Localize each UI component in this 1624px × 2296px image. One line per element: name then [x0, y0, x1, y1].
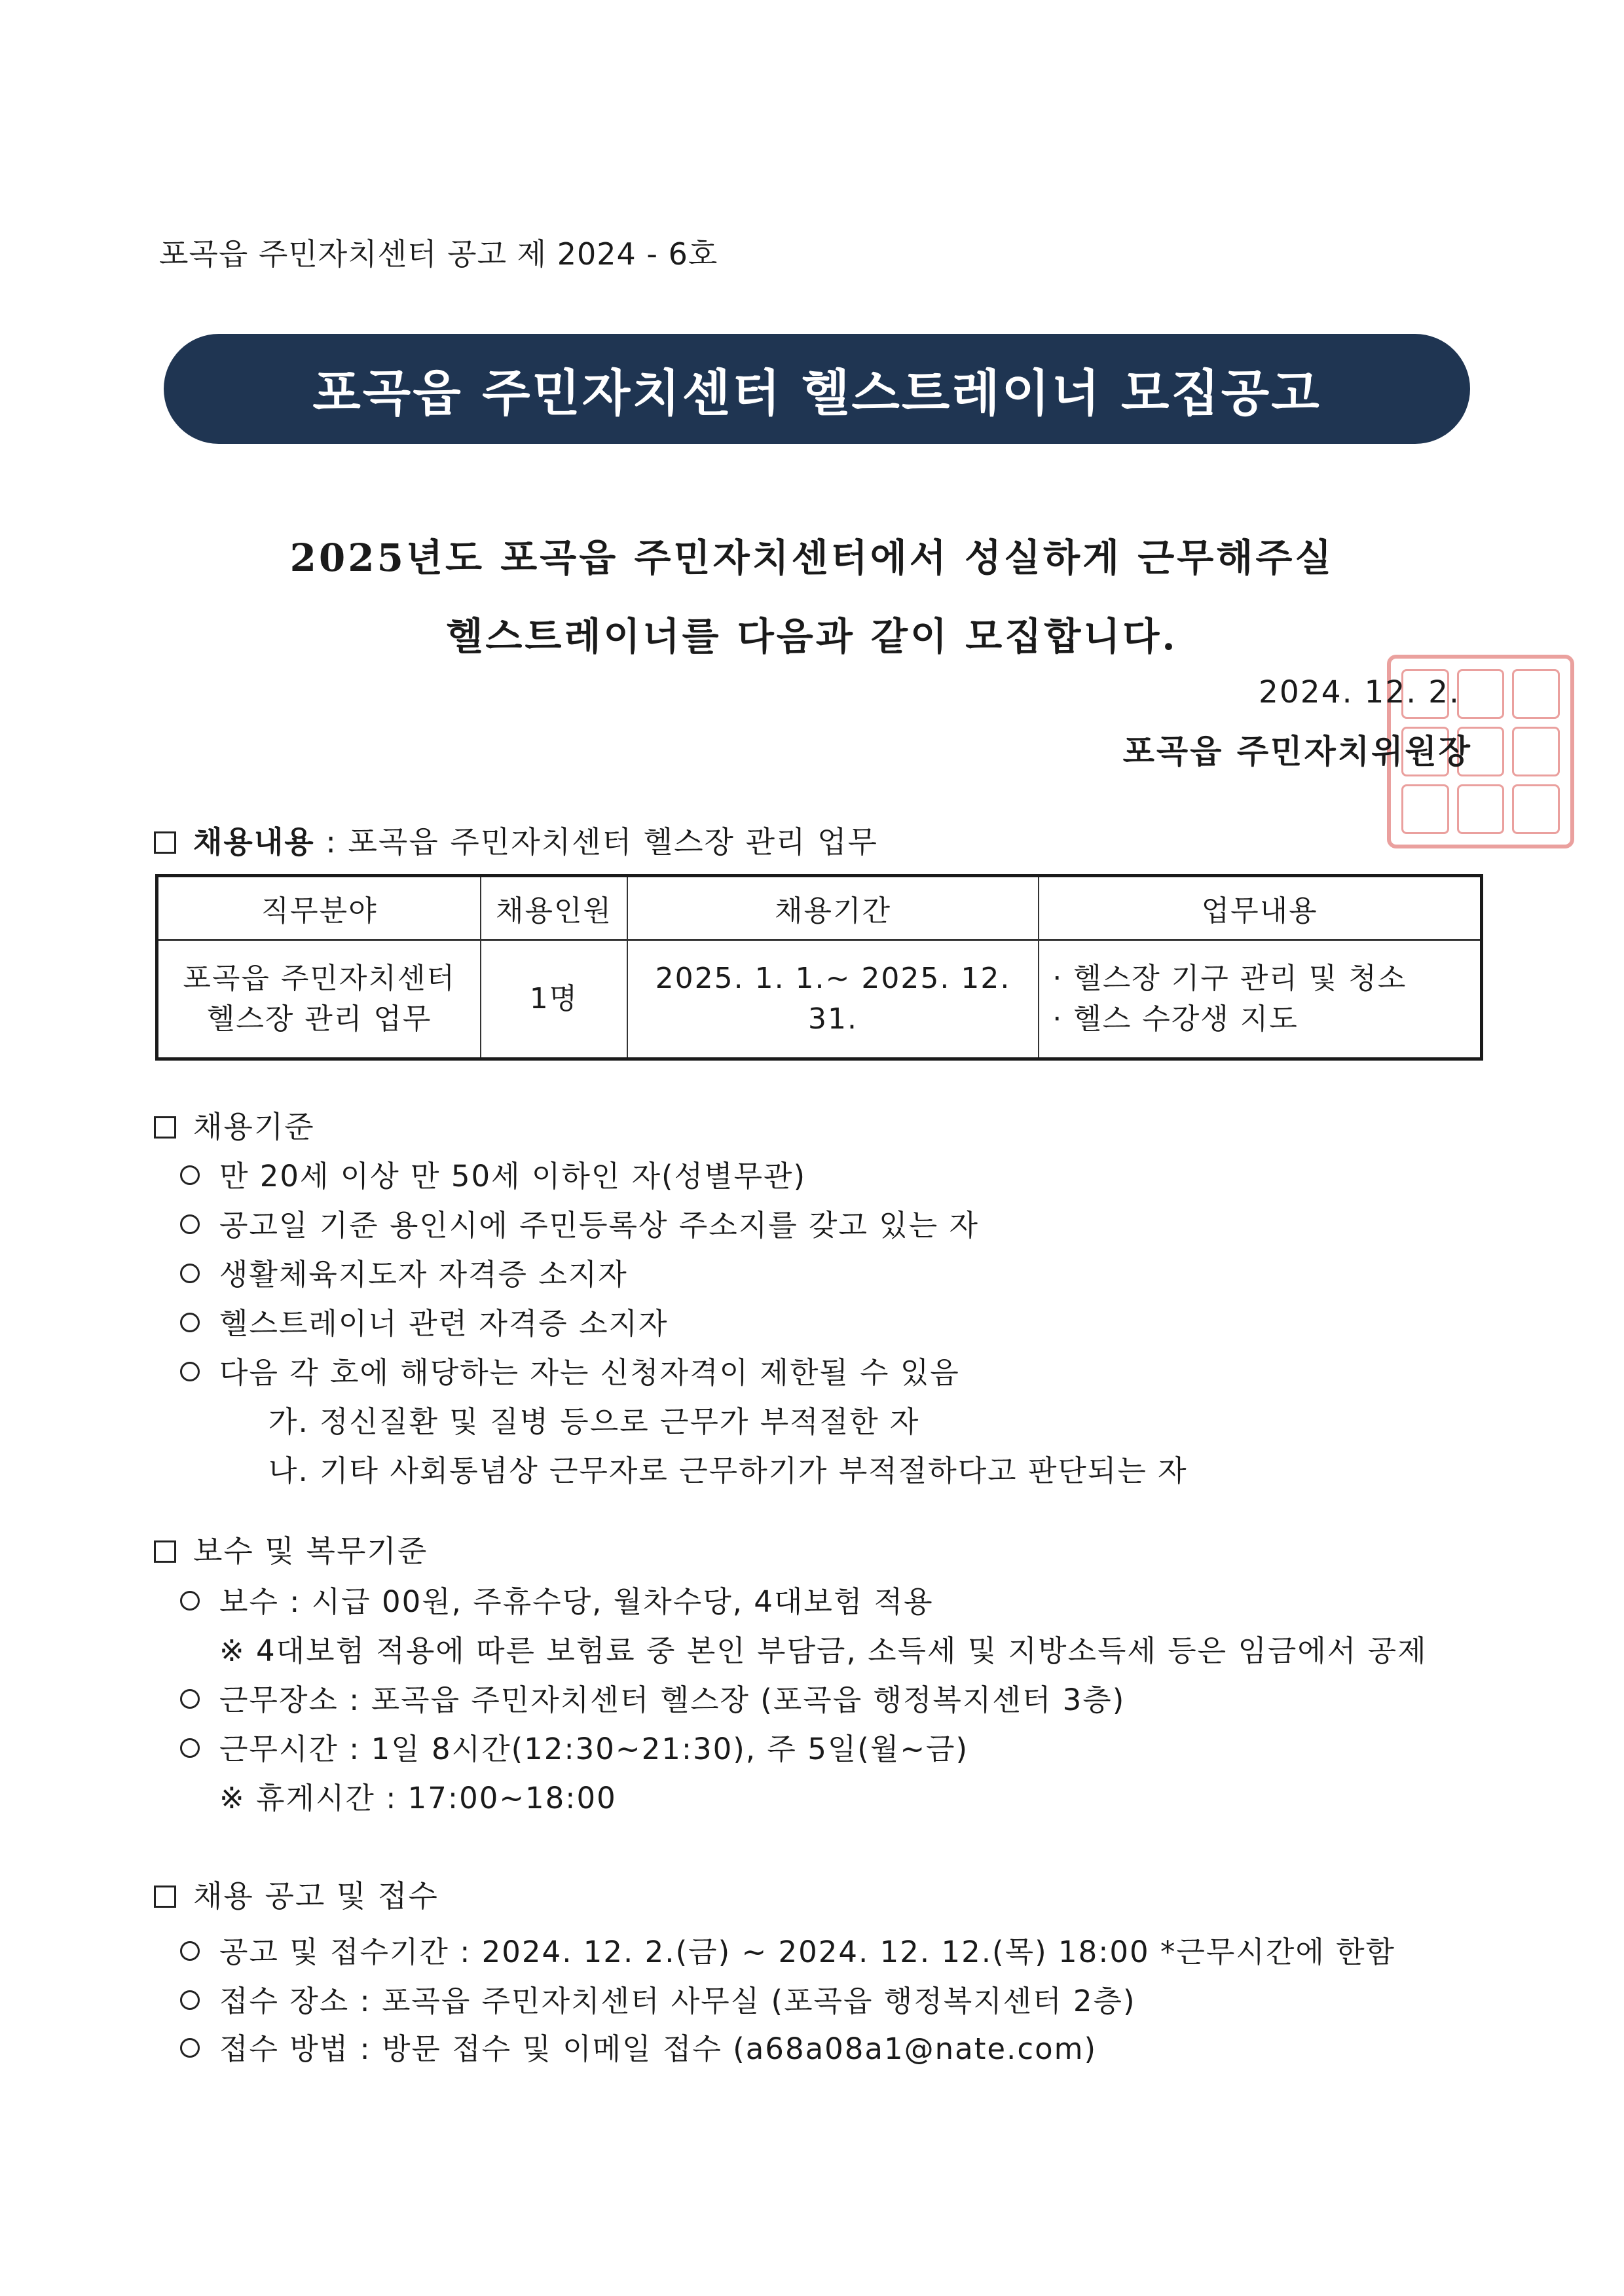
checkbox-square-icon: [154, 1886, 176, 1908]
notice-date: 2024. 12. 2.: [1258, 674, 1460, 710]
list-item: 헬스트레이너 관련 자격증 소지자: [180, 1300, 669, 1342]
header-duty: 업무내용: [1039, 876, 1481, 940]
intro-line-1: 2025년도 포곡읍 주민자치센터에서 성실하게 근무해주실: [289, 536, 1335, 580]
cell-count: 1명: [481, 940, 627, 1059]
cell-field: [157, 940, 481, 1059]
page-title: 포곡읍 주민자치센터 헬스트레이너 모집공고: [312, 363, 1321, 422]
circle-bullet-icon: [180, 1738, 200, 1758]
circle-bullet-icon: [180, 1689, 200, 1709]
duty-line-1: · 헬스장 기구 관리 및 청소: [1052, 962, 1407, 995]
section-pay-heading: [154, 1527, 428, 1571]
list-item: 접수 방법 : 방문 접수 및 이메일 접수 (a68a08a1@nate.com): [180, 2025, 1097, 2068]
list-item: 접수 장소 : 포곡읍 주민자치센터 사무실 (포곡읍 행정복지센터 2층): [180, 1977, 1136, 2020]
header-field: 직무분야: [157, 876, 481, 940]
intro-line-2: 헬스트레이너를 다음과 같이 모집합니다.: [446, 614, 1178, 659]
title-banner: [164, 334, 1470, 444]
section-recruit-label: 채용내용: [193, 824, 315, 860]
note-insurance: ※ 4대보험 적용에 따른 보험료 중 본인 부담금, 소득세 및 지방소득세 등은 임금에서 공제: [219, 1633, 1428, 1668]
sub-item-ga: 가. 정신질환 및 질병 등으로 근무가 부적절한 자: [268, 1404, 920, 1439]
note-break-time: ※ 휴게시간 : 17:00~18:00: [219, 1781, 617, 1815]
section-criteria-heading: [154, 1103, 315, 1146]
list-item: 보수 : 시급 00원, 주휴수당, 월차수당, 4대보험 적용: [180, 1578, 934, 1620]
circle-bullet-icon: [180, 1264, 200, 1283]
signatory: 포곡읍 주민자치위원장: [1122, 733, 1472, 771]
circle-bullet-icon: [180, 1591, 200, 1611]
notice-number: 포곡읍 주민자치센터 공고 제 2024 - 6호: [159, 236, 718, 272]
job-table: [155, 874, 1483, 1061]
section-criteria-label: 채용기준: [193, 1109, 315, 1144]
list-item: 만 20세 이상 만 50세 이하인 자(성별무관): [180, 1152, 806, 1195]
checkbox-square-icon: [154, 831, 176, 854]
section-apply-label: 채용 공고 및 접수: [193, 1878, 439, 1914]
list-item: 근무시간 : 1일 8시간(12:30~21:30), 주 5일(월~금): [180, 1725, 969, 1768]
circle-bullet-icon: [180, 1362, 200, 1381]
checkbox-square-icon: [154, 1540, 176, 1563]
section-pay-label: 보수 및 복무기준: [193, 1533, 428, 1569]
list-item: 다음 각 호에 해당하는 자는 신청자격이 제한될 수 있음: [180, 1349, 960, 1391]
header-period: 채용기간: [627, 876, 1039, 940]
list-item: 공고 및 접수기간 : 2024. 12. 2.(금) ~ 2024. 12. 12.(목) 18:00 *근무시간에 한함: [180, 1928, 1395, 1971]
circle-bullet-icon: [180, 1165, 200, 1185]
cell-duty: [1039, 940, 1481, 1059]
table-header-row: [157, 876, 1482, 940]
duty-line-2: · 헬스 수강생 지도: [1052, 1002, 1299, 1036]
circle-bullet-icon: [180, 1214, 200, 1234]
list-item: 생활체육지도자 자격증 소지자: [180, 1250, 628, 1293]
sub-item-na: 나. 기타 사회통념상 근무자로 근무하기가 부적절하다고 판단되는 자: [268, 1453, 1188, 1488]
list-item: 공고일 기준 용인시에 주민등록상 주소지를 갖고 있는 자: [180, 1201, 979, 1244]
circle-bullet-icon: [180, 1313, 200, 1332]
section-recruit-heading: [154, 818, 878, 862]
table-row: [157, 940, 1482, 1059]
checkbox-square-icon: [154, 1116, 176, 1139]
cell-period: 2025. 1. 1.~ 2025. 12. 31.: [627, 940, 1039, 1059]
header-count: 채용인원: [481, 876, 627, 940]
section-apply-heading: [154, 1872, 439, 1916]
section-recruit-text: : 포곡읍 주민자치센터 헬스장 관리 업무: [314, 824, 878, 860]
field-line-2: 헬스장 관리 업무: [206, 1002, 432, 1036]
list-item: 근무장소 : 포곡읍 주민자치센터 헬스장 (포곡읍 행정복지센터 3층): [180, 1676, 1125, 1719]
circle-bullet-icon: [180, 1990, 200, 2010]
circle-bullet-icon: [180, 1941, 200, 1961]
circle-bullet-icon: [180, 2038, 200, 2058]
field-line-1: 포곡읍 주민자치센터: [183, 962, 456, 995]
